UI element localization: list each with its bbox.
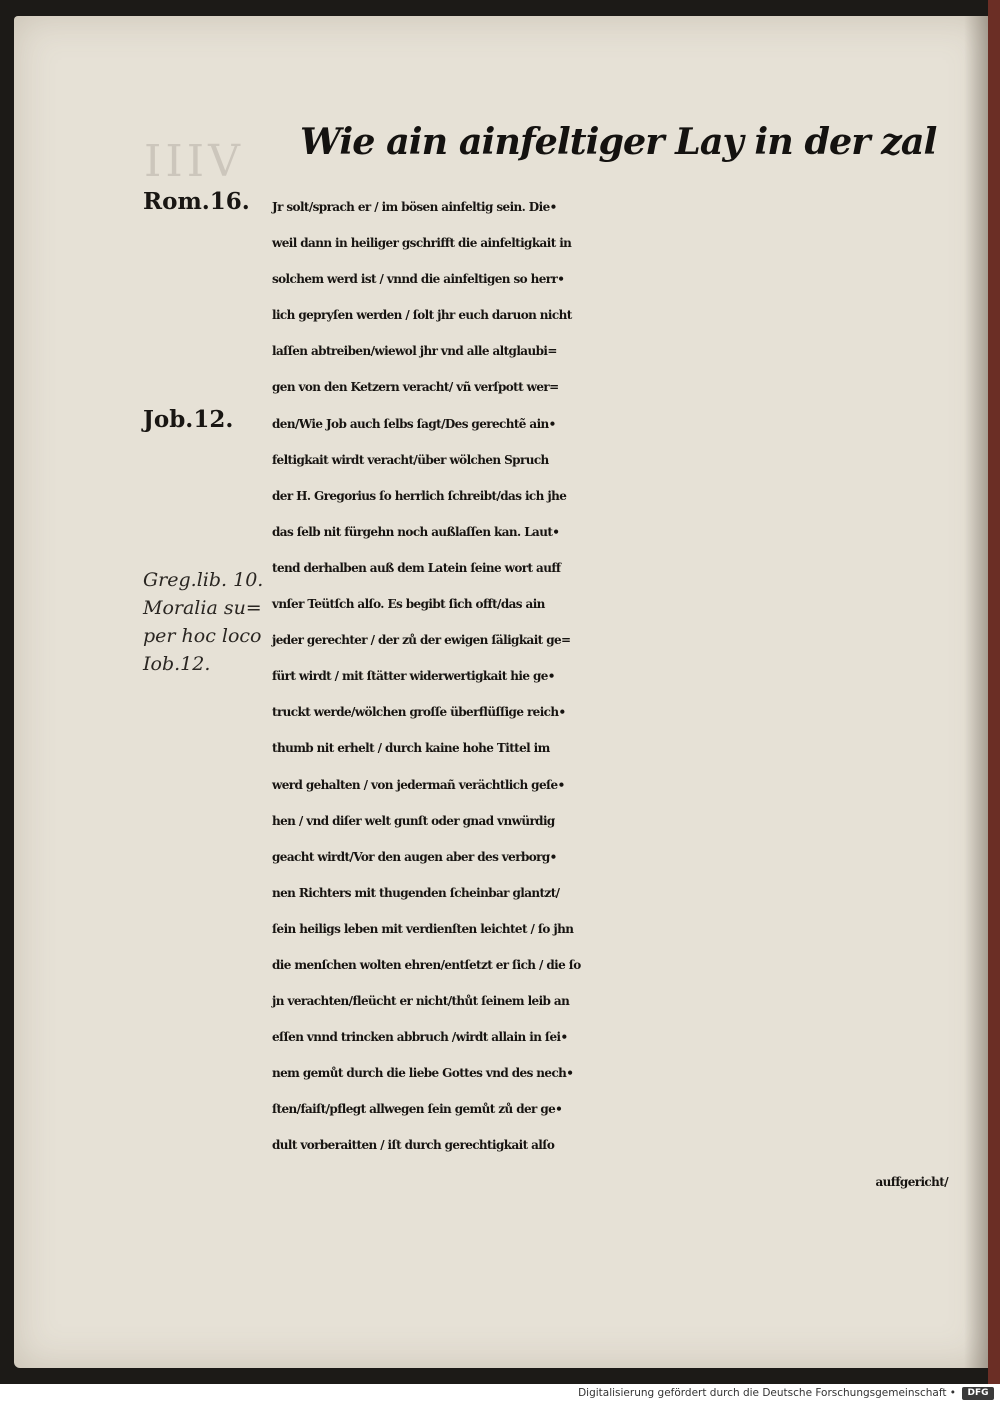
text-line: jn verachten/fleücht er nicht/thůt ſeinem leib an: [272, 994, 570, 1009]
footer-bar: [0, 1384, 1000, 1404]
margin-note-gregory-line: Moralia su=: [143, 597, 262, 619]
margin-note-gregory-line: Iob.12.: [143, 653, 211, 675]
text-line: tend derhalben auß dem Latein ſeine wort auff: [272, 560, 561, 575]
text-line: die menſchen wolten ehren/entſetzt er ſich / die ſo: [272, 957, 581, 972]
text-line: weil dann in heiliger gschrifft die ainfeltigkait in: [272, 236, 572, 251]
text-line: geacht wirdt/Vor den augen aber des verborg•: [272, 849, 557, 864]
margin-note-gregory-line: Greg.lib. 10.: [143, 569, 264, 591]
text-line: fürt wirdt / mit ſtätter widerwertigkait hie ge•: [272, 669, 555, 684]
margin-note-job: Job.12.: [143, 406, 234, 433]
text-line: lich gepryſen werden / ſolt jhr euch daruon nicht: [272, 308, 572, 323]
body-text: [272, 189, 972, 1200]
margin-note-gregory-line: per hoc loco: [143, 625, 262, 647]
text-line: nem gemůt durch die liebe Gottes vnd des nech•: [272, 1066, 574, 1081]
text-line: ſein heiligs leben mit verdienſten leichtet / ſo jhn: [272, 921, 574, 936]
text-line: feltigkait wirdt veracht/über wölchen Spruch: [272, 452, 549, 467]
text-line: nen Richters mit thugenden ſcheinbar glantzt/: [272, 885, 560, 900]
text-line: thumb nit erhelt / durch kaine hohe Tittel im: [272, 741, 550, 756]
text-line: der H. Gregorius ſo herrlich ſchreibt/das ich jhe: [272, 488, 567, 503]
text-line: werd gehalten / von jedermañ verächtlich geſe•: [272, 777, 565, 792]
text-line: laſſen abtreiben/wiewol jhr vnd alle altglaubi=: [272, 344, 557, 359]
text-line: solchem werd ist / vnnd die ainfeltigen so herr•: [272, 272, 565, 287]
dfg-logo-icon: DFG: [962, 1387, 994, 1400]
text-line: eſſen vnnd trincken abbruch /wirdt allain in ſei•: [272, 1030, 568, 1045]
text-line: Jr solt/sprach er / im bösen ainfeltig sein. Die•: [272, 200, 557, 214]
text-line: den/Wie Job auch ſelbs ſagt/Des gerechtẽ ain•: [272, 416, 556, 431]
text-line: ſten/faiſt/pflegt allwegen ſein gemůt zů der ge•: [272, 1102, 563, 1117]
text-line: vnſer Teütſch alſo. Es begibt ſich offt/das ain: [272, 597, 545, 612]
catchword-line: auffgericht/: [875, 1174, 948, 1189]
text-line: hen / vnd diſer welt gunſt oder gnad vnwürdig: [272, 813, 555, 828]
running-heading: Wie ain ainfeltiger Lay in der zal: [300, 120, 937, 163]
funding-notice: Digitalisierung gefördert durch die Deutsche Forschungsgemeinschaft •: [578, 1387, 956, 1399]
text-line: das ſelb nit fürgehn noch außlaſſen kan. Laut•: [272, 524, 560, 539]
margin-note-rom: Rom.16.: [143, 188, 250, 215]
binding-edge: [988, 0, 1000, 1384]
text-line: dult vorberaitten / iſt durch gerechtigkait alſo: [272, 1138, 555, 1153]
text-line: jeder gerechter / der zů der ewigen ſäligkait ge=: [272, 633, 571, 648]
text-line: truckt werde/wölchen groſſe überflüſſige reich•: [272, 705, 566, 720]
text-line: gen von den Ketzern veracht/ vñ verſpott wer=: [272, 380, 559, 395]
faded-page-mark: IIIV: [144, 136, 244, 187]
margin-note-gregory: [143, 566, 263, 678]
